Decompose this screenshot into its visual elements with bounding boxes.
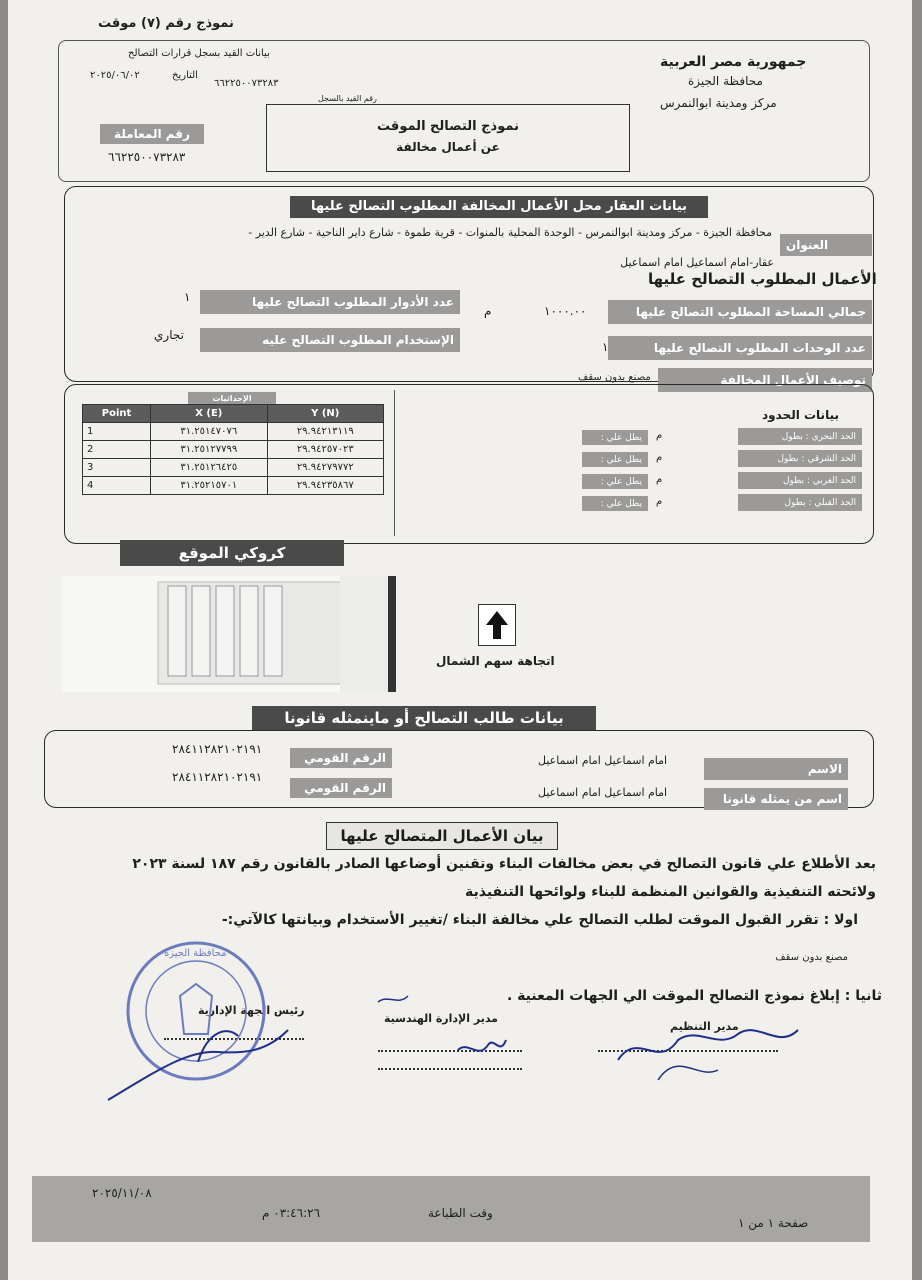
usage-value: تجاري	[154, 328, 184, 342]
north-arrow-icon	[478, 604, 516, 646]
coordinates-title: الإحداثيات	[188, 392, 276, 404]
coord-x: ٣١.٢٥٢١٥٧٠١	[151, 477, 267, 495]
coord-x: ٣١.٢٥١٢٧٧٩٩	[151, 441, 267, 459]
area-unit: م	[484, 304, 492, 318]
page-label: صفحة ١ من ١	[738, 1216, 809, 1230]
date-label: التاريخ	[172, 70, 198, 81]
representative-id-value: ٢٨٤١١٢٨٢١٠٢١٩١	[172, 770, 263, 784]
governorate-name: محافظة الجيزة	[688, 74, 763, 88]
boundary-value: يطل علي :	[582, 452, 648, 467]
national-id-label: الرقم القومي	[290, 748, 392, 768]
boundary-value: يطل علي :	[582, 430, 648, 445]
coordinates-table	[82, 404, 384, 495]
coord-header-x: X (E)	[151, 405, 267, 423]
print-time: ٠٣:٤٦:٢٦ م	[262, 1206, 321, 1220]
applicant-section-title: بيانات طالب التصالح أو ماينمثله قانونا	[252, 706, 596, 730]
boundary-unit: م	[656, 496, 663, 507]
coord-point: 1	[83, 423, 151, 441]
boundary-value: يطل علي :	[582, 496, 648, 511]
site-sketch-drawing	[62, 576, 396, 692]
sketch-title: كروكي الموقع	[120, 540, 344, 566]
coord-point: 2	[83, 441, 151, 459]
decision-paragraph-line-2: ولائحته التنفيذية والقوانين المنظمة للبناء ولوائحها التنفيذية	[465, 884, 876, 900]
coord-point: 4	[83, 477, 151, 495]
boundary-unit: م	[656, 452, 663, 463]
property-section-title: بيانات العقار محل الأعمال المخالفة المطلوب التصالح عليها	[290, 196, 708, 218]
name-value: امام اسماعيل امام اسماعيل	[538, 754, 668, 767]
floors-label: عدد الأدوار المطلوب التصالح عليها	[200, 290, 460, 314]
decision-section-title: بيان الأعمال المتصالح عليها	[326, 822, 558, 850]
units-label: عدد الوحدات المطلوب التصالح عليها	[608, 336, 872, 360]
floors-value: ١	[184, 290, 191, 304]
decision-second-item: ثانيا : إبلاغ نموذج التصالح الموقت الي الجهات المعنية .	[506, 988, 882, 1004]
address-line-2: عقار-امام اسماعيل امام اسماعيل	[620, 256, 774, 269]
form-title-box	[266, 104, 630, 172]
case-number: ٦٦٢٢٥٠٠٧٣٢٨٣	[108, 150, 186, 164]
case-label: رقم المعاملة	[100, 124, 204, 144]
stamp-text: محافظة الجيزة	[164, 948, 227, 959]
table-row	[83, 423, 384, 441]
coord-y: ٢٩.٩٤٢١٣١١٩	[267, 423, 383, 441]
coord-y: ٢٩.٩٤٢٣٥٨٦٧	[267, 477, 383, 495]
form-number: نموذج رقم (٧) موقت	[98, 16, 234, 31]
decision-paragraph-line-1: بعد الأطلاع علي قانون التصالح في بعض مخالفات البناء وتقنين أوضاعها الصادر بالقانون رقم ١٨٧ لسنة ٢٠٢٣	[132, 856, 876, 872]
coord-y: ٢٩.٩٤٢٥٧٠٢٣	[267, 441, 383, 459]
representative-value: امام اسماعيل امام اسماعيل	[538, 786, 668, 799]
units-value: ١	[602, 340, 609, 354]
form-subtitle: عن أعمال مخالفة	[396, 140, 500, 154]
print-date: ٢٠٢٥/١١/٠٨	[92, 1186, 152, 1200]
boundary-unit: م	[656, 474, 663, 485]
form-title: نموذج التصالح الموقت	[377, 119, 519, 134]
register-data-label: بيانات القيد بسجل قرارات التصالح	[128, 48, 270, 59]
date-value: ٢٠٢٥/٠٦/٠٢	[90, 70, 140, 81]
boundary-value: يطل علي :	[582, 474, 648, 489]
description-label: توصيف الأعمال المخالفة	[658, 368, 872, 392]
entry-label: رقم القيد بالسجل	[318, 94, 377, 103]
decision-first-item: اولا : تقرر القبول الموقت لطلب التصالح علي مخالفة البناء /تغيير الأستخدام وبيانتها كالآتي:-	[221, 912, 858, 928]
document-page	[8, 0, 912, 1280]
representative-label: اسم من يمثله قانونا	[704, 788, 848, 810]
works-heading: الأعمال المطلوب التصالح عليها	[648, 270, 877, 288]
total-area-label: جمالي المساحة المطلوب التصالح عليها	[608, 300, 872, 324]
org-manager-title: مدير التنظيم	[670, 1020, 739, 1033]
print-time-label: وقت الطباعة	[428, 1206, 493, 1220]
coord-header-point: Point	[83, 405, 151, 423]
eng-manager-title: مدير الإدارة الهندسية	[384, 1012, 498, 1025]
handwritten-signatures	[98, 990, 898, 1110]
footer-bar	[32, 1176, 870, 1242]
coord-x: ٣١.٢٥١٤٧٠٧٦	[151, 423, 267, 441]
coord-point: 3	[83, 459, 151, 477]
coord-x: ٣١.٢٥١٢٦٤٢٥	[151, 459, 267, 477]
admin-head-title: رئيس الجهة الإدارية	[198, 1004, 305, 1017]
name-label: الاسم	[704, 758, 848, 780]
description-value: مصنع بدون سقف	[578, 372, 651, 383]
site-sketch	[62, 576, 396, 692]
address-line-1: محافظة الجيزة - مركز ومدينة ابوالنمرس - الوحدة المحلية بالمنوات - قرية طموة - شارع داير الناحية - شارع الدير -	[248, 226, 772, 239]
coord-y: ٢٩.٩٤٢٧٩٧٧٢	[267, 459, 383, 477]
table-row	[83, 477, 384, 495]
usage-label: الإستخدام المطلوب التصالح عليه	[200, 328, 460, 352]
north-label: اتجاهة سهم الشمال	[436, 654, 555, 668]
national-id-value: ٢٨٤١١٢٨٢١٠٢١٩١	[172, 742, 263, 756]
boundary-label: الحد الشرقي : بطول	[738, 450, 862, 467]
boundary-label: الحد البحري : بطول	[738, 428, 862, 445]
coord-header-y: Y (N)	[267, 405, 383, 423]
table-row	[83, 441, 384, 459]
representative-id-label: الرقم القومي	[290, 778, 392, 798]
boundary-label: الحد القبلي : بطول	[738, 494, 862, 511]
entry-number: ٦٦٢٢٥٠٠٧٣٢٨٣	[214, 78, 279, 89]
address-label: العنوان	[780, 234, 872, 256]
table-row	[83, 459, 384, 477]
decision-first-item-detail: مصنع بدون سقف	[775, 952, 848, 963]
boundary-label: الحد الغربي : بطول	[738, 472, 862, 489]
boundary-unit: م	[656, 430, 663, 441]
boundaries-title: بيانات الحدود	[762, 408, 839, 422]
boundaries-divider	[394, 390, 395, 536]
republic-name: جمهورية مصر العربية	[660, 54, 807, 70]
total-area-value: ١٠٠٠.٠٠	[544, 304, 587, 318]
center-name: مركز ومدينة ابوالنمرس	[660, 96, 777, 110]
